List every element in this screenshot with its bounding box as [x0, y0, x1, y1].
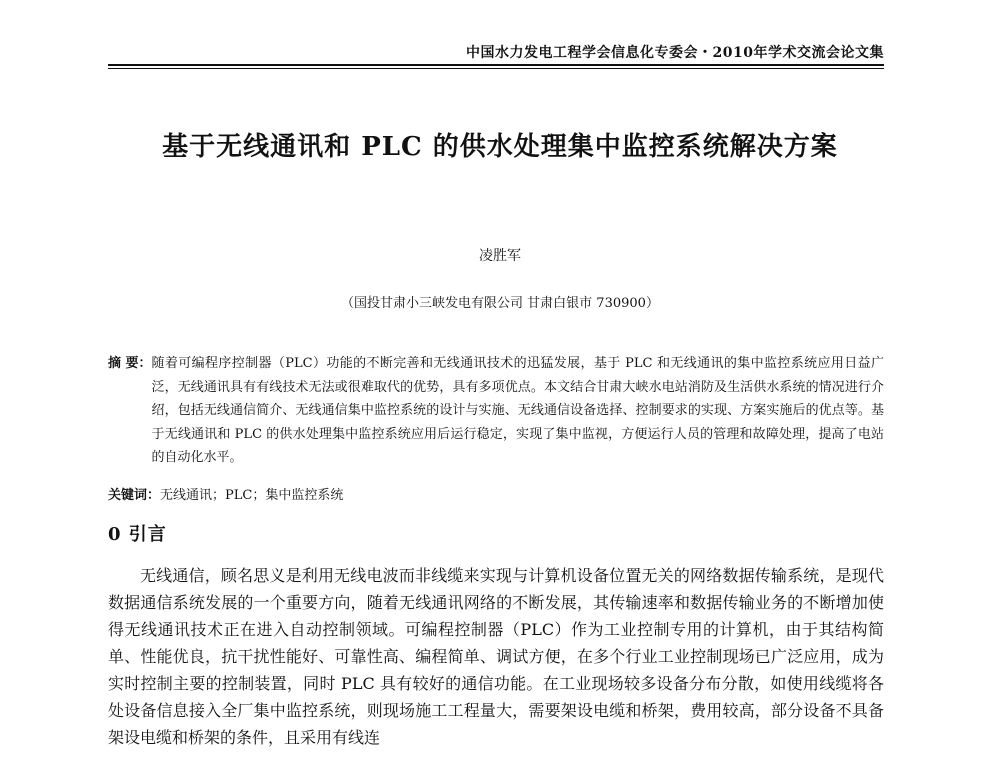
running-header: 中国水力发电工程学会信息化专委会・2010年学术交流会论文集: [466, 45, 884, 61]
abstract-text: 随着可编程序控制器（PLC）功能的不断完善和无线通讯技术的迅猛发展，基于 PLC 和无线通讯的集中监控系统应用日益广泛，无线通讯具有有线技术无法或很难取代的优势，具有多项优点。本文结合甘肃大峡水电站消防及生活供水系统的情况进行介绍，包括无线通信简介、无线通信集中监控系统的设计与实施、无线通信设备选择、控制要求的实现、方案实施后的优点等。基于无线通讯和 PLC 的供水处理集中监控系统应用后运行稳定，实现了集中监视，方便运行人员的管理和故障处理，提高了电站的自动化水平。: [151, 356, 884, 465]
author-affiliation: （国投甘肃小三峡发电有限公司 甘肃白银市 730900）: [341, 296, 659, 311]
paper-title: 基于无线通讯和 PLC 的供水处理集中监控系统解决方案: [162, 132, 838, 162]
keywords-text: 无线通讯；PLC；集中监控系统: [160, 488, 344, 503]
intro-paragraph: 无线通信，顾名思义是利用无线电波而非线缆来实现与计算机设备位置无关的网络数据传输系统，是现代数据通信系统发展的一个重要方向，随着无线通讯网络的不断发展，其传输速率和数据传输业务的不断增加使得无线通讯技术正在进入自动控制领域。可编程控制器（PLC）作为工业控制专用的计算机，由于其结构简单、性能优良，抗干扰性能好、可靠性高、编程简单、调试方便，在多个行业工业控制现场已广泛应用，成为实时控制主要的控制装置，同时 PLC 具有较好的通信功能。在工业现场较多设备分布分散，如使用线缆将各处设备信息接入全厂集中监控系统，则现场施工工程量大，需要架设电缆和桥架，费用较高，部分设备不具备架设电缆和桥架的条件，且采用有线连: [108, 566, 884, 747]
header-rule: [108, 64, 884, 66]
abstract-label: 摘 要：: [108, 356, 152, 371]
abstract: [108, 352, 884, 470]
section-heading: 0 引言: [108, 524, 167, 545]
author-name: 凌胜军: [479, 248, 521, 264]
keywords: [108, 484, 884, 503]
keywords-label: 关键词：: [108, 488, 161, 503]
